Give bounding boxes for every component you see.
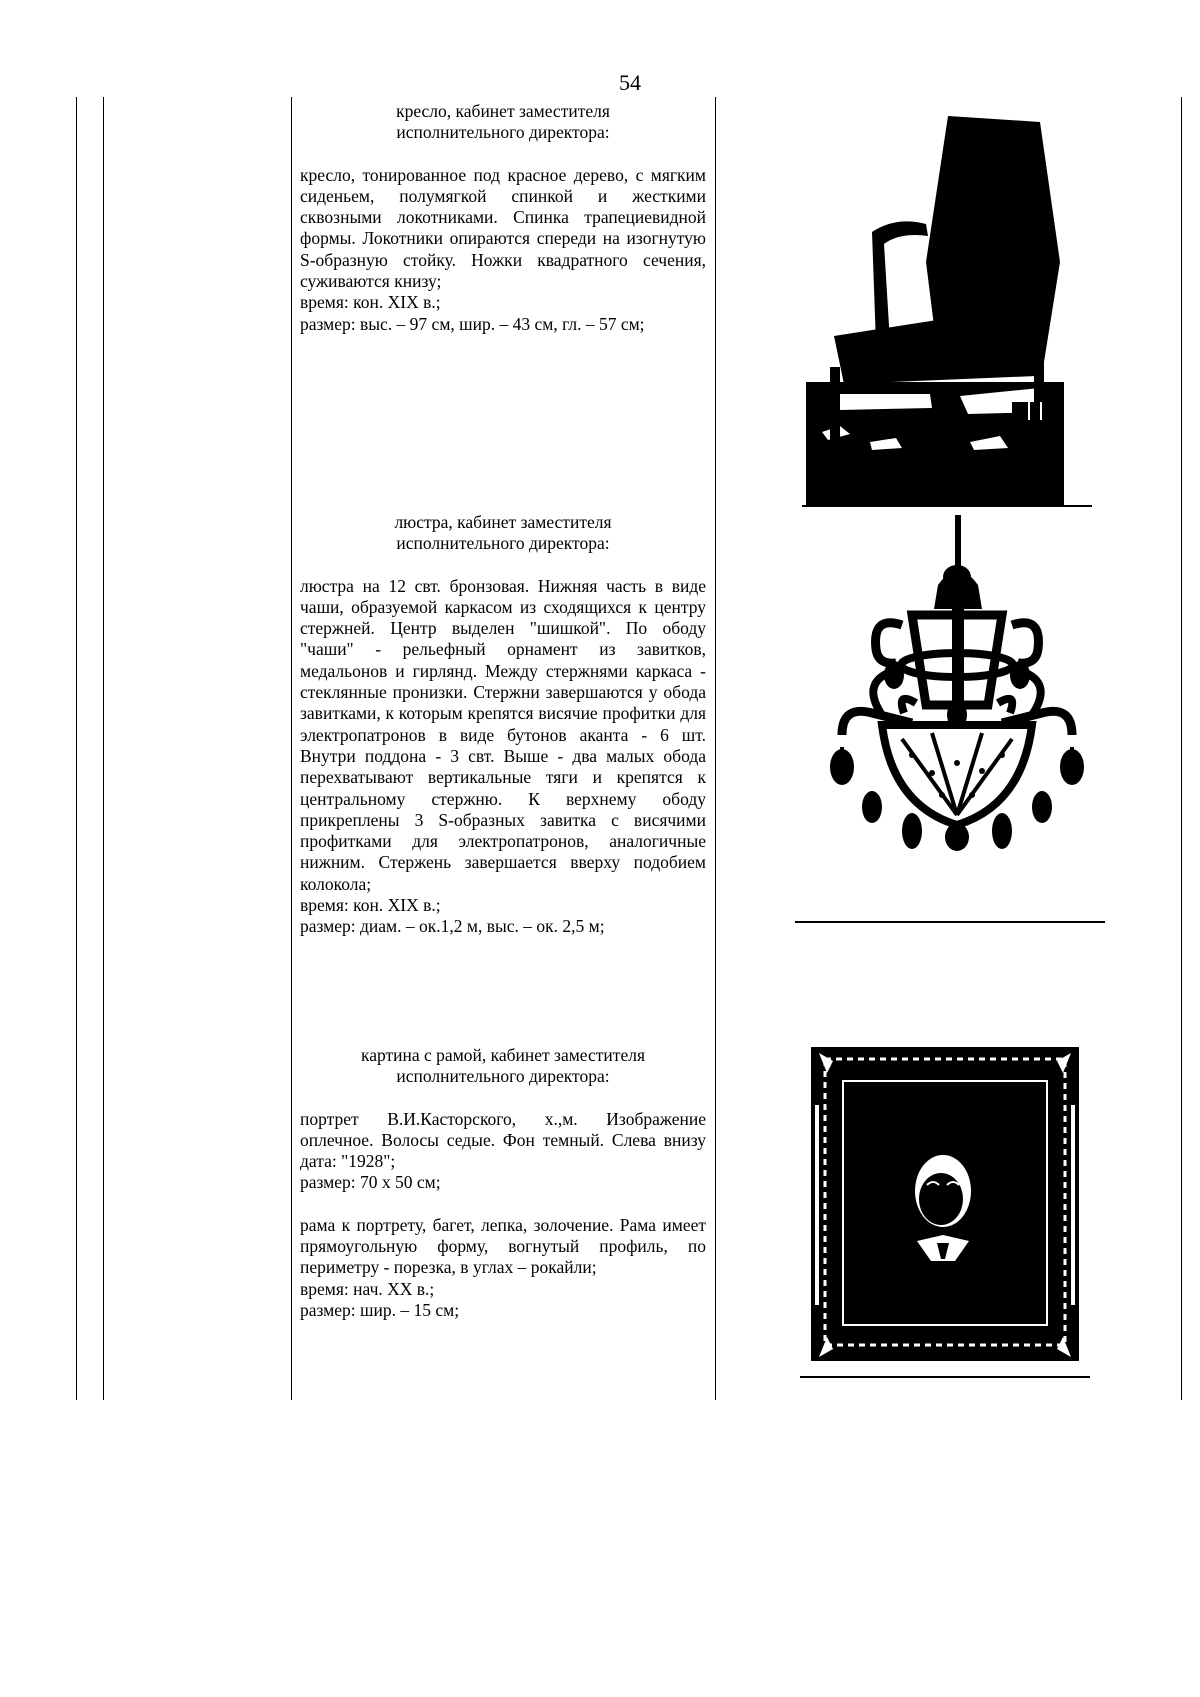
entry-frame-description: рама к портрету, багет, лепка, золочение. Рама имеет прямоугольную форму, вогнутый профиль, по периметру - порезка, в углах – рокайли; [300, 1214, 706, 1278]
entry-time: время: кон. XIX в.; [300, 895, 441, 916]
table-divider-description-right [715, 97, 716, 1400]
entry-painting [300, 1045, 706, 1321]
table-border-right [1181, 97, 1182, 1400]
entry-title: картина с рамой, кабинет заместителя исполнительного директора: [360, 1045, 645, 1087]
entry-armchair [300, 101, 706, 335]
entry-description: кресло, тонированное под красное дерево, с мягким сиденьем, полумягкой спинкой и жесткими сквозными локотниками. Спинка трапециевидной формы. Локотники опираются спереди на изогнутую S-образную стойку. Ножки квадратного сечения, суживаются книзу; [300, 164, 706, 292]
entry-description: люстра на 12 свт. бронзовая. Нижняя часть в виде чаши, образуемой каркасом из сходящихся к центру стержней. Центр выделен "шишкой". По ободу "чаши" - рельефный орнамент из завитков, медальонов и гирлянд. Между стержнями каркаса - стеклянные пронизки. Стержни завершаются у обода завитками, к которым крепятся висячие профитки для электропатронов в виде бутонов аканта - 6 шт. Внутри поддона - 3 свт. Выше - два малых обода перехватывают вертикальные тяги и крепятся к центральному стержню. К верхнему ободу прикреплены 3 S-образных завитка с висячими профитками для электропатронов, аналогичные нижним. Стержень завершается вверху подобием колокола; [300, 575, 706, 894]
entry-size: размер: выс. – 97 см, шир. – 43 см, гл. – 57 см; [300, 313, 645, 334]
armchair-photo [800, 112, 1080, 508]
entry-title: люстра, кабинет заместителя исполнительного директора: [394, 512, 612, 554]
table-border-left-outer [76, 97, 77, 1400]
entry-chandelier [300, 512, 706, 938]
entry-title: кресло, кабинет заместителя исполнительного директора: [396, 101, 610, 143]
table-border-left-inner [103, 97, 104, 1400]
portrait-frame-photo [805, 1045, 1085, 1365]
image-separator [802, 505, 1092, 507]
entry-portrait-size: размер: 70 х 50 см; [300, 1172, 441, 1193]
image-separator [795, 921, 1105, 923]
chandelier-photo [812, 515, 1102, 910]
entry-size: размер: шир. – 15 см; [300, 1299, 460, 1320]
image-separator [800, 1376, 1090, 1378]
entry-time: время: нач. XX в.; [300, 1278, 435, 1299]
page-number: 54 [619, 70, 641, 95]
entry-portrait-description: портрет В.И.Касторского, х.,м. Изображение оплечное. Волосы седые. Фон темный. Слева внизу дата: "1928"; [300, 1108, 706, 1172]
table-divider-description-left [291, 97, 292, 1400]
entry-time: время: кон. XIX в.; [300, 292, 441, 313]
entry-size: размер: диам. – ок.1,2 м, выс. – ок. 2,5 м; [300, 916, 605, 937]
